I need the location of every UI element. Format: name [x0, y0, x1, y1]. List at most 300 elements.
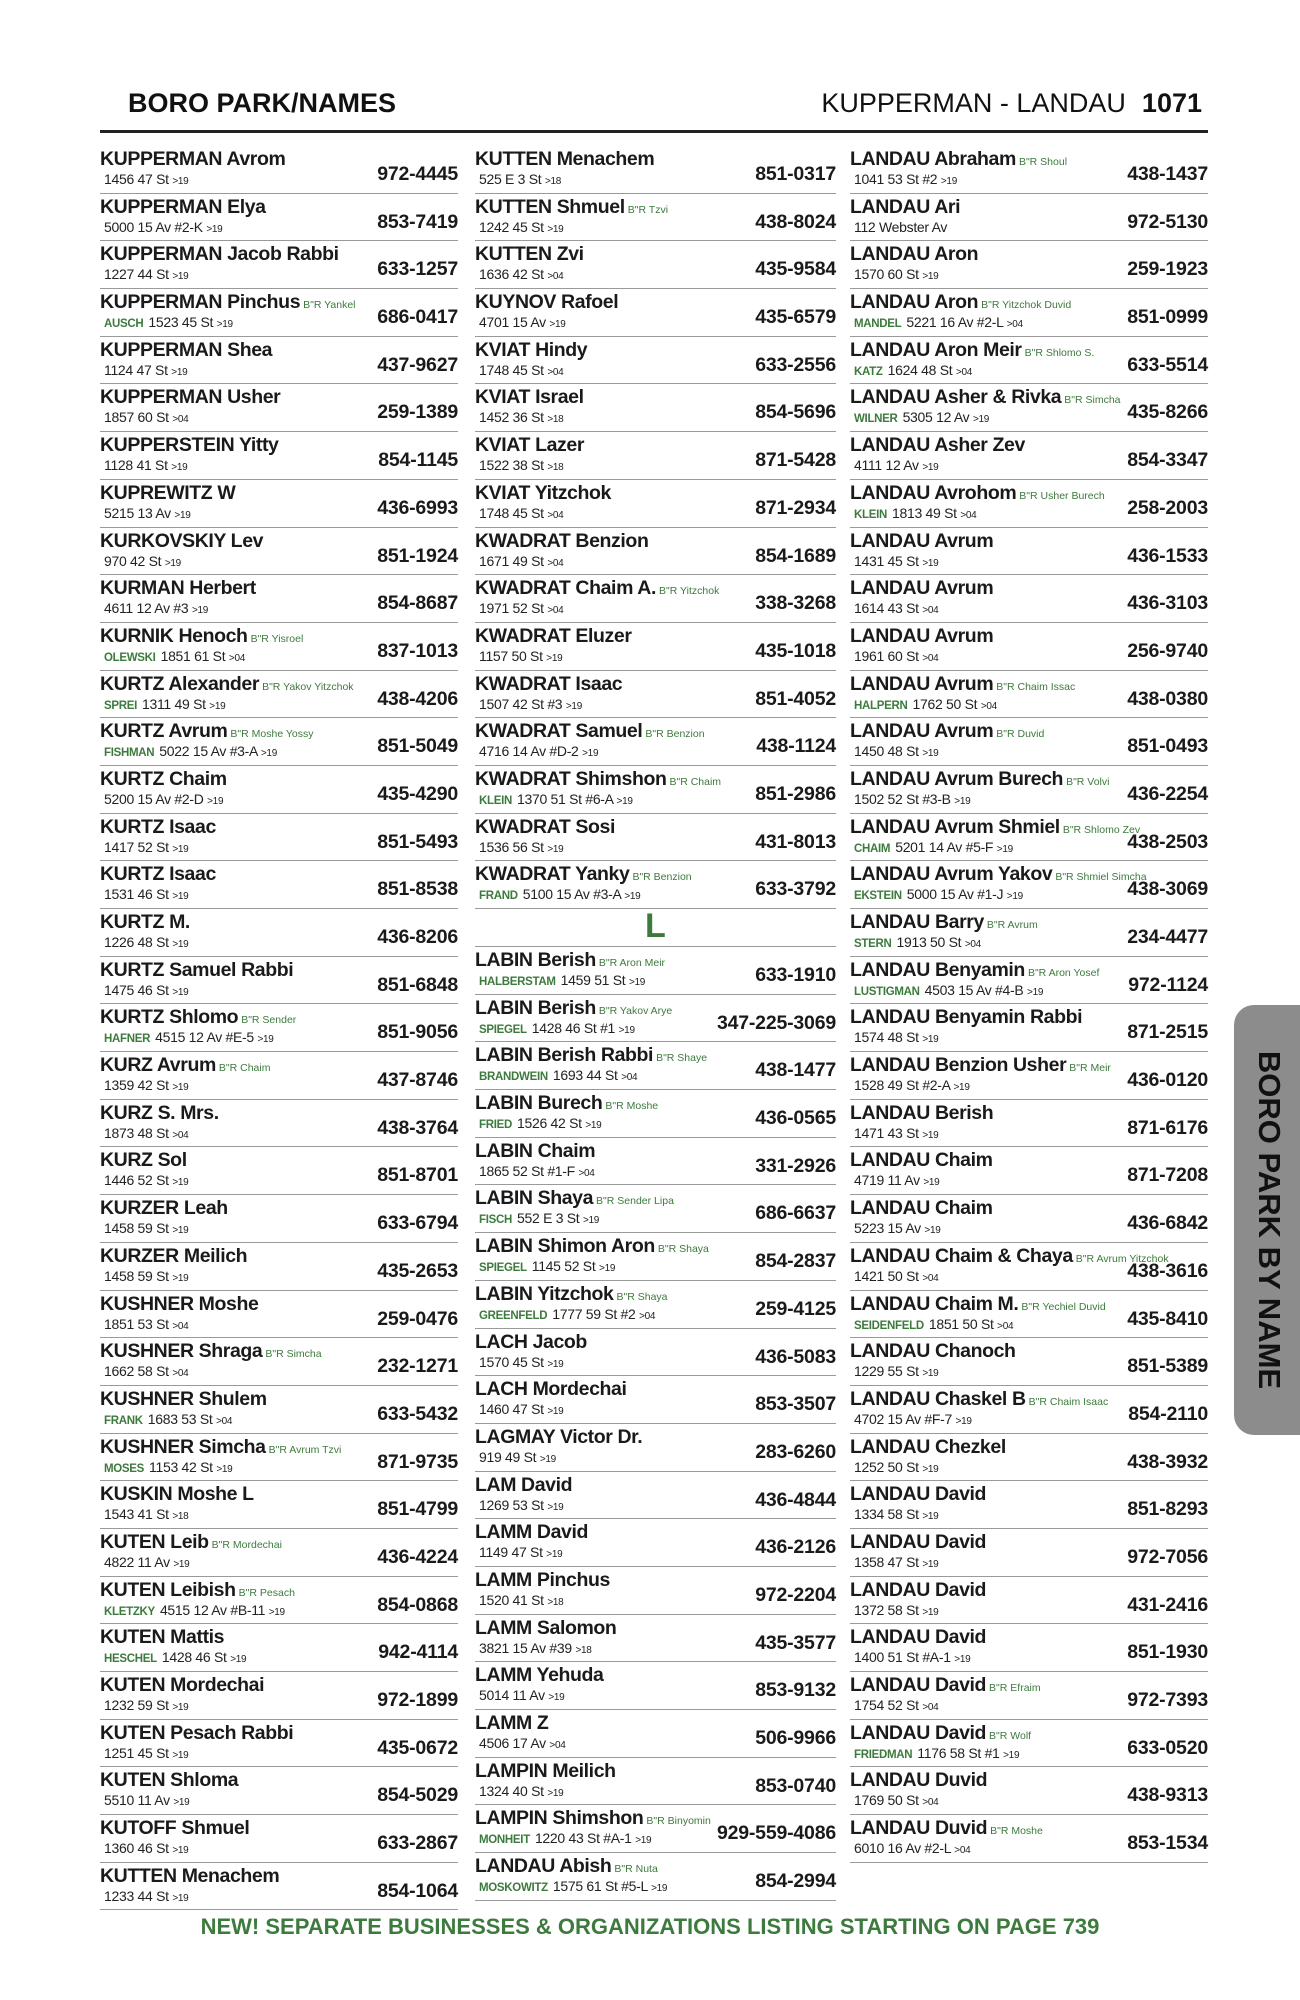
entry-phone: 854-2837: [755, 1250, 836, 1273]
entry-parent-note: B"R Wolf: [989, 1729, 1032, 1742]
entry-name-line: [850, 148, 1067, 171]
entry-name-line: [100, 1865, 279, 1888]
listing-entry: [850, 1004, 1208, 1052]
entry-address: 1873 48 St: [104, 1124, 169, 1141]
entry-address-line: [854, 1602, 938, 1618]
entry-address: 4515 12 Av #E-5: [155, 1029, 254, 1046]
entry-zip-code: >19: [616, 795, 633, 807]
listing-entry: [850, 337, 1208, 385]
listing-entry: [475, 1662, 836, 1710]
entry-zip-code: >04: [172, 414, 189, 426]
entry-address: 1851 61 St: [160, 647, 226, 664]
entry-name-line: [100, 863, 216, 886]
entry-name: KUPPERMAN Avrom: [100, 148, 286, 170]
listing-entry: [100, 1338, 458, 1386]
entry-name-line: [100, 1102, 219, 1125]
entry-phone: 435-0672: [377, 1736, 458, 1759]
entry-name-line: [100, 148, 285, 171]
entry-zip-code: >04: [216, 1415, 233, 1427]
entry-address-line: [104, 1840, 188, 1856]
entry-address-line: [104, 219, 222, 235]
entry-address-line: [479, 409, 563, 425]
entry-name: KUTEN Pesach Rabbi: [100, 1721, 294, 1744]
entry-name: LANDAU Avrum: [850, 577, 994, 600]
entry-address-line: [479, 886, 640, 902]
entry-zip-code: >04: [172, 1129, 189, 1141]
entry-address: 1458 59 St: [104, 1220, 169, 1237]
entry-zip-code: >19: [599, 1263, 616, 1275]
entry-name-line: [100, 196, 266, 219]
entry-address-line: [479, 1544, 562, 1560]
entry-phone: 854-3347: [1127, 449, 1208, 472]
entry-name-line: [100, 1245, 247, 1268]
listing-entry: [850, 289, 1208, 337]
entry-name: KURTZ Shlomo: [100, 1006, 239, 1029]
entry-parent-note: B"R Mordechai: [211, 1538, 282, 1551]
entry-phone: 853-0740: [755, 1774, 836, 1797]
entry-name: LANDAU Avrohom: [850, 481, 1017, 504]
entry-maiden-name: KLETZKY: [104, 1605, 155, 1618]
entry-name-line: [475, 1855, 658, 1878]
entry-address: 1252 50 St: [854, 1458, 919, 1475]
entry-address: 1769 50 St: [854, 1792, 919, 1809]
listing-entry: [850, 480, 1208, 528]
listing-entry: [850, 194, 1208, 242]
entry-maiden-name: SPIEGEL: [479, 1262, 527, 1275]
entry-address: 1232 59 St: [104, 1697, 169, 1713]
entry-parent-note: B"R Benzion: [645, 728, 705, 741]
entry-name: KURTZ Isaac: [100, 815, 216, 838]
entry-name: KURTZ Samuel Rabbi: [100, 958, 294, 981]
listing-entry: [100, 1815, 458, 1863]
entry-phone: 854-2994: [755, 1870, 836, 1893]
entry-zip-code: >19: [922, 1606, 939, 1618]
entry-name: LAM David: [475, 1473, 573, 1496]
entry-zip-code: >18: [544, 176, 562, 187]
entry-zip-code: >19: [172, 1082, 189, 1094]
entry-zip-code: >19: [924, 1225, 941, 1237]
entry-phone: 331-2926: [755, 1154, 836, 1177]
entry-name-line: [475, 434, 584, 457]
entry-address-line: [104, 1554, 189, 1570]
entry-parent-note: B"R Meir: [1069, 1062, 1111, 1075]
entry-phone: 436-6842: [1127, 1212, 1208, 1235]
entry-name: LANDAU Benyamin Rabbi: [850, 1006, 1083, 1029]
entry-zip-code: >19: [635, 1835, 652, 1847]
entry-address: 1475 46 St: [104, 981, 169, 998]
entry-name: KVIAT Lazer: [475, 434, 585, 457]
entry-name-line: [475, 1187, 674, 1210]
entry-zip-code: >19: [582, 748, 599, 760]
entry-phone: 438-3932: [1127, 1450, 1208, 1473]
entry-name: LANDAU David: [850, 1721, 987, 1744]
entry-maiden-name: EKSTEIN: [854, 890, 902, 903]
listing-entry: [850, 1338, 1208, 1386]
entry-zip-code: >04: [547, 509, 564, 521]
entry-name: LANDAU David: [850, 1674, 987, 1696]
entry-address: 1570 45 St: [479, 1353, 544, 1370]
entry-zip-code: >19: [651, 1883, 668, 1895]
entry-name-line: [850, 386, 1121, 409]
entry-zip-code: >19: [172, 939, 189, 950]
listing-entry: [850, 1434, 1208, 1482]
entry-name-line: [475, 1474, 572, 1497]
entry-zip-code: >19: [546, 1549, 563, 1561]
entry-address-line: [854, 1840, 970, 1856]
entry-name-line: [475, 625, 632, 648]
entry-parent-note: B"R Chaim Isaac: [1028, 1395, 1109, 1408]
entry-zip-code: >19: [624, 891, 641, 903]
entry-maiden-name: SPREI: [104, 699, 138, 712]
entry-zip-code: >19: [207, 795, 224, 807]
entry-address: 1526 42 St: [517, 1115, 582, 1132]
entry-phone: 347-225-3069: [716, 1011, 836, 1034]
listing-entry: [475, 1615, 836, 1663]
entry-name: LANDAU Chaskel B: [850, 1387, 1026, 1410]
entry-phone: 851-0317: [755, 163, 836, 185]
entry-name-line: [850, 482, 1105, 505]
entry-address-line: [854, 1029, 938, 1045]
entry-maiden-name: FRANK: [104, 1414, 143, 1427]
entry-address-line: [104, 1363, 188, 1379]
entry-address: 1459 51 St: [560, 972, 626, 988]
entry-zip-code: >19: [547, 223, 564, 235]
listing-entry: [850, 1243, 1208, 1291]
entry-address: 1176 58 St #1: [917, 1744, 1000, 1761]
entry-address: 1748 45 St: [479, 361, 544, 378]
listing-entry: [850, 1529, 1208, 1577]
entry-name: LANDAU Ari: [850, 195, 961, 218]
entry-phone: 258-2003: [1127, 496, 1208, 519]
entry-address: 1324 40 St: [479, 1782, 544, 1799]
entry-phone: 851-0999: [1127, 306, 1208, 329]
entry-name: KURZER Leah: [100, 1197, 228, 1220]
entry-address-line: [104, 791, 223, 807]
entry-phone: 283-6260: [755, 1440, 836, 1463]
entry-name-line: [850, 959, 1099, 982]
entry-address: 1536 56 St: [479, 838, 544, 855]
entry-name: LANDAU Aron: [850, 291, 979, 314]
entry-parent-note: B"R Simcha: [1064, 394, 1121, 407]
entry-maiden-name: OLEWSKI: [104, 651, 156, 664]
entry-maiden-name: AUSCH: [104, 318, 144, 331]
entry-parent-note: B"R Yisroel: [250, 632, 304, 645]
listing-entry: [100, 289, 458, 337]
entry-address: 4611 12 Av #3: [104, 600, 189, 617]
entry-phone: 436-5083: [755, 1345, 836, 1368]
entry-zip-code: >04: [547, 271, 564, 283]
entry-phone: 438-1437: [1127, 163, 1208, 185]
entry-address-line: [104, 1316, 188, 1332]
entry-phone: 972-1124: [1128, 973, 1208, 996]
entry-zip-code: >19: [922, 1368, 939, 1380]
entry-address: 1913 50 St: [896, 934, 962, 950]
entry-address-line: [104, 1649, 246, 1665]
entry-address-line: [104, 171, 188, 187]
entry-address-line: [479, 1783, 563, 1799]
entry-zip-code: >04: [922, 1272, 939, 1284]
entry-address-line: [104, 982, 188, 998]
entry-name: KUPPERMAN Pinchus: [100, 291, 301, 314]
entry-name: LANDAU Asher Zev: [850, 434, 1025, 457]
entry-zip-code: >19: [1027, 986, 1044, 998]
entry-phone: 232-1271: [377, 1355, 458, 1378]
entry-name-line: [850, 1293, 1106, 1316]
entry-address-line: [854, 171, 957, 187]
entry-zip-code: >19: [549, 319, 566, 331]
entry-address: 1502 52 St #3-B: [854, 790, 951, 807]
entry-name: LANDAU Chezkel: [850, 1435, 1006, 1458]
entry-name-line: [850, 1626, 986, 1649]
entry-zip-code: >19: [191, 605, 209, 617]
entry-parent-note: B"R Tzvi: [627, 203, 669, 216]
entry-name: KUTTEN Zvi: [475, 243, 584, 266]
entry-address-line: [479, 600, 563, 616]
entry-name-line: [850, 1388, 1108, 1411]
entry-parent-note: B"R Volvi: [1066, 775, 1110, 788]
entry-address: 5022 15 Av #3-A: [159, 743, 258, 760]
entry-phone: 633-2867: [377, 1832, 458, 1855]
entry-address: 1520 41 St: [479, 1591, 544, 1608]
entry-parent-note: B"R Efraim: [989, 1682, 1041, 1694]
entry-zip-code: >18: [547, 414, 564, 426]
entry-address: 4716 14 Av #D-2: [479, 743, 579, 760]
entry-phone: 436-0565: [755, 1107, 836, 1130]
entry-phone: 438-8024: [755, 210, 836, 233]
entry-parent-note: B"R Avrum: [986, 919, 1038, 931]
entry-phone: 431-8013: [755, 830, 836, 853]
entry-name: KVIAT Hindy: [475, 338, 588, 361]
entry-phone: 853-7419: [377, 210, 458, 233]
entry-zip-code: >19: [209, 700, 226, 712]
listing-entry: [475, 671, 836, 719]
entry-name-line: [850, 1436, 1006, 1459]
entry-maiden-name: MONHEIT: [479, 1834, 530, 1847]
entry-address-line: [479, 171, 561, 187]
entry-name-line: [100, 1579, 295, 1602]
entry-address-line: [104, 362, 187, 378]
entry-address: 4822 11 Av: [104, 1553, 170, 1570]
entry-name: KUTEN Mordechai: [100, 1674, 265, 1696]
name-range: KUPPERMAN - LANDAU: [821, 88, 1126, 118]
entry-address-line: [479, 1449, 556, 1465]
entry-zip-code: >04: [964, 939, 981, 950]
entry-phone: 436-8206: [377, 926, 458, 948]
entry-address: 552 E 3 St: [517, 1210, 580, 1227]
entry-name: LANDAU Abish: [475, 1855, 612, 1878]
entry-name-line: [850, 1579, 986, 1602]
listing-entry: [850, 671, 1208, 719]
entry-address: 5510 11 Av: [104, 1792, 170, 1809]
entry-name: LANDAU Aron Meir: [850, 338, 1022, 361]
entry-zip-code: >19: [954, 1654, 971, 1666]
entry-name: KWADRAT Shimshon: [475, 767, 667, 790]
entry-address: 1851 53 St: [104, 1315, 169, 1332]
listing-entry: [475, 718, 836, 766]
entry-address: 1400 51 St #A-1: [854, 1649, 951, 1666]
listing-entry: [850, 909, 1208, 957]
entry-address-line: [104, 266, 188, 282]
entry-name: LANDAU Berish: [850, 1101, 994, 1124]
entry-address: 5100 15 Av #3-A: [522, 886, 621, 903]
entry-zip-code: >04: [547, 366, 564, 378]
listing-entry: [850, 1624, 1208, 1672]
entry-name: LAMM Salomon: [475, 1616, 617, 1639]
entry-address: 1359 42 St: [104, 1077, 169, 1094]
entry-name: LABIN Berish: [475, 996, 596, 1019]
entry-phone: 854-1064: [377, 1879, 458, 1902]
entry-address: 1417 52 St: [104, 838, 169, 855]
entry-phone: 871-9735: [377, 1450, 458, 1473]
entry-name-line: [100, 959, 293, 982]
listing-entry: [475, 1138, 836, 1186]
entry-address-line: [854, 1125, 938, 1141]
entry-address-line: [104, 1792, 189, 1808]
entry-name-line: [475, 949, 665, 972]
entry-address-line: [479, 505, 563, 521]
entry-address: 1220 43 St #A-1: [534, 1830, 632, 1847]
entry-zip-code: >19: [922, 748, 939, 760]
entry-name: LANDAU Aron: [850, 243, 979, 266]
entry-phone: 633-1257: [377, 258, 458, 281]
entry-zip-code: >19: [174, 509, 191, 521]
entry-phone: 436-4844: [755, 1488, 836, 1511]
entry-maiden-name: SEIDENFELD: [854, 1319, 924, 1332]
entry-name-line: [475, 1283, 668, 1306]
entry-phone: 633-2556: [755, 353, 836, 376]
listing-entry: [475, 194, 836, 242]
listing-column-3: [850, 146, 1208, 1863]
entry-phone: 853-9132: [755, 1679, 836, 1702]
entry-parent-note: B"R Shlomo Zev: [1062, 823, 1141, 836]
entry-address-line: [104, 1125, 188, 1141]
listing-entry: [100, 1386, 458, 1434]
listing-entry: [100, 623, 458, 671]
entry-address: 4515 12 Av #B-11: [159, 1601, 266, 1618]
entry-address: 1450 48 St: [854, 743, 919, 760]
side-tab: [1234, 1005, 1300, 1435]
section-title: BORO PARK/NAMES: [128, 88, 397, 118]
entry-phone: 686-0417: [377, 306, 458, 329]
entry-maiden-name: MOSKOWITZ: [479, 1882, 548, 1895]
entry-maiden-name: STERN: [854, 938, 892, 950]
entry-name: KUTTEN Shmuel: [475, 195, 625, 218]
entry-name-line: [100, 1531, 282, 1554]
listing-entry: [475, 1329, 836, 1377]
entry-address: 1624 48 St: [887, 361, 953, 378]
entry-parent-note: B"R Shaya: [657, 1243, 709, 1256]
entry-address: 3821 15 Av #39: [479, 1639, 572, 1656]
entry-zip-code: >04: [980, 700, 997, 712]
entry-phone: 633-1910: [755, 964, 836, 986]
entry-address-line: [854, 648, 938, 664]
entry-name: LANDAU Chaim & Chaya: [850, 1244, 1073, 1267]
entry-name: KURTZ Alexander: [100, 672, 260, 695]
entry-maiden-name: KATZ: [854, 365, 883, 378]
listing-column-1: [100, 146, 458, 1910]
entry-name-line: [850, 243, 978, 266]
entry-parent-note: B"R Usher Burech: [1019, 489, 1105, 502]
entry-name-line: [850, 530, 993, 553]
entry-name-line: [475, 720, 705, 743]
entry-zip-code: >04: [922, 652, 939, 664]
entry-name: LAMM Yehuda: [475, 1664, 604, 1687]
entry-address-line: [854, 266, 938, 282]
entry-maiden-name: HAFNER: [104, 1033, 151, 1046]
entry-phone: 853-3507: [755, 1393, 836, 1416]
listing-entry: [850, 1815, 1208, 1863]
entry-address-line: [854, 1411, 972, 1427]
entry-parent-note: B"R Shlomo S.: [1024, 346, 1095, 359]
entry-name-line: [475, 1521, 588, 1544]
entry-address-line: [854, 600, 938, 616]
entry-name: KUTTEN Menachem: [100, 1864, 280, 1887]
entry-name-line: [100, 1674, 264, 1697]
entry-maiden-name: CHAIM: [854, 842, 891, 855]
entry-name: LAMM David: [475, 1521, 589, 1544]
entry-zip-code: >19: [547, 1501, 564, 1513]
entry-address: 1372 58 St: [854, 1601, 919, 1618]
entry-address: 970 42 St: [104, 552, 162, 569]
entry-name-line: [475, 1235, 709, 1258]
listing-entry: [475, 1281, 836, 1329]
entry-phone: 435-8410: [1127, 1307, 1208, 1330]
entry-phone: 972-1899: [377, 1689, 458, 1711]
entry-address-line: [479, 1258, 615, 1274]
entry-zip-code: >19: [216, 1463, 233, 1475]
entry-phone: 633-0520: [1127, 1736, 1208, 1759]
entry-zip-code: >19: [172, 1225, 189, 1237]
entry-address-line: [104, 457, 187, 473]
entry-name: KUPPERMAN Usher: [100, 386, 281, 409]
entry-address-line: [104, 934, 188, 950]
entry-name: KUPPERMAN Elya: [100, 195, 266, 218]
listing-entry: [100, 1100, 458, 1148]
entry-phone: 438-3764: [377, 1116, 458, 1139]
entry-name-line: [850, 1531, 986, 1554]
listing-entry: [100, 194, 458, 242]
entry-phone: 871-2934: [755, 496, 836, 519]
listing-entry: [475, 814, 836, 862]
entry-name: KUTEN Leib: [100, 1530, 209, 1553]
listing-entry: [850, 1147, 1208, 1195]
entry-name: LABIN Yitzchok: [475, 1282, 614, 1305]
entry-name-line: [100, 1436, 341, 1459]
entry-zip-code: >19: [172, 1272, 189, 1284]
listing-entry: [100, 766, 458, 814]
entry-name: LANDAU Avrum: [850, 672, 994, 695]
entry-phone: 929-559-4086: [716, 1822, 836, 1845]
listing-entry: [475, 1805, 836, 1853]
entry-name-line: [850, 196, 960, 219]
entry-name: KURTZ Isaac: [100, 863, 216, 886]
entry-name: LANDAU David: [850, 1578, 987, 1601]
entry-phone: 837-1013: [377, 639, 458, 662]
entry-phone: 871-5428: [755, 449, 836, 472]
entry-name: KURTZ M.: [100, 911, 190, 933]
listing-column-2: [475, 146, 836, 1901]
entry-address: 4503 15 Av #4-B: [924, 981, 1024, 998]
entry-phone: 436-0120: [1127, 1069, 1208, 1092]
entry-address: 1523 45 St: [148, 314, 214, 331]
entry-address-line: [854, 553, 938, 569]
entry-address: 1157 50 St: [479, 647, 543, 664]
entry-phone: 972-7056: [1127, 1545, 1208, 1568]
entry-address-line: [479, 1354, 563, 1370]
entry-name: LANDAU Chaim: [850, 1149, 993, 1172]
entry-phone: 259-1923: [1127, 258, 1208, 281]
entry-parent-note: B"R Avrum Yitzchok: [1075, 1252, 1169, 1265]
